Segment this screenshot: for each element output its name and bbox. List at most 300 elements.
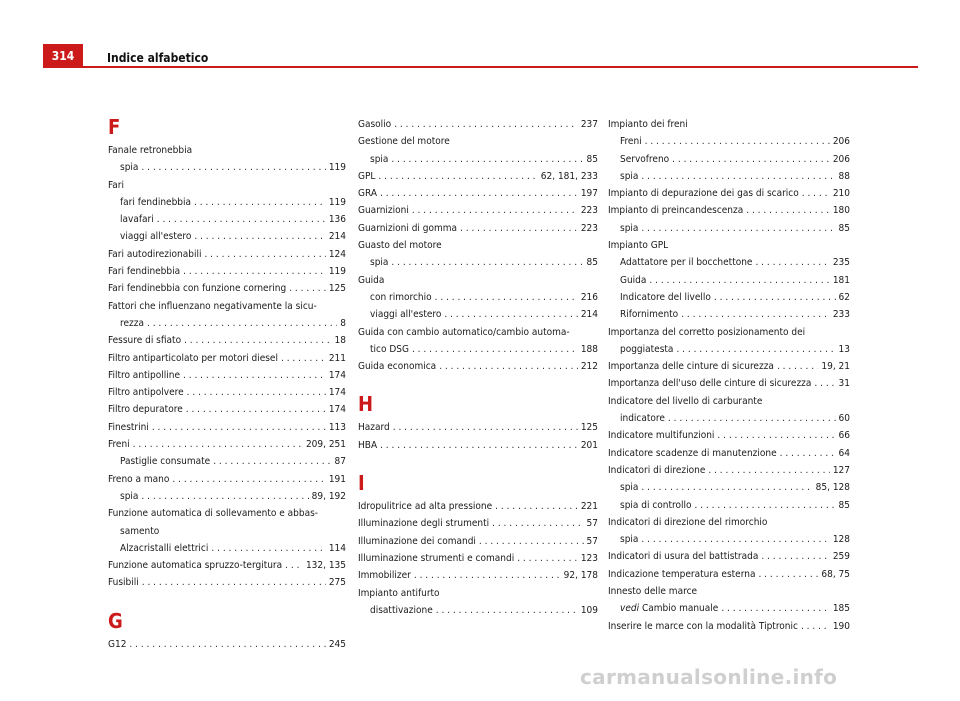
index-subentry xyxy=(108,453,346,470)
entry-term xyxy=(620,600,718,617)
index-entry-row xyxy=(608,548,850,565)
leader-dots xyxy=(439,358,578,375)
leader-dots xyxy=(129,636,325,653)
index-entry-row xyxy=(108,367,346,384)
leader-dots xyxy=(436,602,578,619)
entry-pages: 214 xyxy=(580,309,598,321)
entry-term: Indicatore del livello di carburante xyxy=(608,395,763,407)
index-entry-row xyxy=(108,142,346,159)
entry-pages: 180 xyxy=(832,205,850,217)
entry-term: Guida xyxy=(620,274,647,286)
index-subentry xyxy=(608,306,850,323)
leader-dots xyxy=(777,358,818,375)
entry-term: Idropulitrice ad alta pressione xyxy=(358,501,493,513)
entry-pages: 85 xyxy=(586,257,598,269)
entry-pages: 125 xyxy=(328,283,346,295)
entry-pages: 68, 75 xyxy=(821,568,850,580)
entry-term: Indicatori di direzione xyxy=(608,464,706,476)
leader-dots xyxy=(391,254,583,271)
index-subentry xyxy=(608,531,850,548)
index-entry xyxy=(608,445,850,462)
entry-pages: 60 xyxy=(838,413,850,425)
entry-term: Illuminazione strumenti e comandi xyxy=(358,552,515,564)
entry-term: Freni xyxy=(620,136,642,148)
entry-pages: 128 xyxy=(832,534,850,546)
entry-term: Impianto GPL xyxy=(608,240,669,252)
entry-pages: 174 xyxy=(328,387,346,399)
entry-pages: 211 xyxy=(328,352,346,364)
leader-dots xyxy=(172,471,325,488)
index-entry-row xyxy=(358,202,598,219)
entry-term: Fari fendinebbia con funzione cornering xyxy=(108,283,287,295)
entry-term: Fari fendinebbia xyxy=(108,266,181,278)
index-entry-row xyxy=(358,550,598,567)
leader-dots xyxy=(721,600,830,617)
leader-dots xyxy=(641,168,835,185)
index-column-1 xyxy=(108,116,346,653)
leader-dots xyxy=(412,202,578,219)
index-subentry xyxy=(608,600,850,617)
leader-dots xyxy=(676,341,835,358)
entry-term: Freno a mano xyxy=(108,473,170,485)
entry-term: spia xyxy=(620,222,639,234)
index-entry-row xyxy=(108,401,346,418)
index-entry xyxy=(108,280,346,297)
index-entry xyxy=(358,324,598,359)
leader-dots xyxy=(133,436,303,453)
entry-term: Impianto di depurazione dei gas di scarico xyxy=(608,188,799,200)
leader-dots xyxy=(285,557,303,574)
leader-dots xyxy=(517,550,578,567)
index-subentry xyxy=(608,479,850,496)
index-entry xyxy=(108,177,346,246)
index-entry xyxy=(608,462,850,514)
entry-pages: 136 xyxy=(328,214,346,226)
entry-pages: 235 xyxy=(832,257,850,269)
index-entry-row xyxy=(108,263,346,280)
index-entry xyxy=(108,636,346,653)
leader-dots xyxy=(414,567,561,584)
entry-pages: 185 xyxy=(832,603,850,615)
index-entry xyxy=(608,583,850,618)
index-entry-row xyxy=(608,583,850,600)
index-entry-row xyxy=(358,237,598,254)
index-entry xyxy=(358,550,598,567)
index-entry xyxy=(358,567,598,584)
index-entry xyxy=(358,202,598,219)
index-entry-row xyxy=(608,618,850,635)
entry-pages: 85, 128 xyxy=(815,482,850,494)
index-entry xyxy=(608,618,850,635)
leader-dots xyxy=(194,194,326,211)
entry-term: Indicatore del livello xyxy=(620,291,711,303)
index-entry xyxy=(108,505,346,557)
leader-dots xyxy=(460,220,578,237)
entry-pages: 57 xyxy=(586,535,598,547)
page-title: Indice alfabetico xyxy=(107,51,209,65)
entry-term: Indicatori di direzione del rimorchio xyxy=(608,516,768,528)
index-subentry xyxy=(358,289,598,306)
index-entry-row xyxy=(358,272,598,289)
entry-term: spia xyxy=(370,257,389,269)
index-entry xyxy=(608,375,850,392)
index-entry xyxy=(358,185,598,202)
section-letter: F xyxy=(108,115,121,139)
entry-term: HBA xyxy=(358,439,378,451)
entry-pages: 209, 251 xyxy=(305,439,346,451)
index-entry xyxy=(608,116,850,185)
index-entry-row xyxy=(108,574,346,591)
entry-term: viaggi all'estero xyxy=(120,231,192,243)
entry-term: Fari autodirezionabili xyxy=(108,248,202,260)
leader-dots xyxy=(289,280,326,297)
entry-term: Impianto antifurto xyxy=(358,587,440,599)
section-letter: I xyxy=(358,471,365,496)
leader-dots xyxy=(717,427,835,444)
index-subentry xyxy=(358,306,598,323)
leader-dots xyxy=(714,289,836,306)
entry-pages: 206 xyxy=(832,136,850,148)
entry-pages: 132, 135 xyxy=(305,560,346,572)
leader-dots xyxy=(141,159,325,176)
entry-pages: 57 xyxy=(586,518,598,530)
entry-pages: 174 xyxy=(328,404,346,416)
leader-dots xyxy=(802,185,830,202)
entry-term: Indicatore multifunzioni xyxy=(608,430,715,442)
index-entry-row xyxy=(358,533,598,550)
index-entry-row xyxy=(108,384,346,401)
index-entry-row xyxy=(108,246,346,263)
index-subentry xyxy=(608,289,850,306)
index-entry xyxy=(108,419,346,436)
entry-term: Guida economica xyxy=(358,361,437,373)
entry-term: con rimorchio xyxy=(370,291,432,303)
index-entry xyxy=(108,557,346,574)
entry-term: Inserire le marce con la modalità Tiptronic xyxy=(608,620,798,632)
leader-dots xyxy=(183,263,326,280)
index-entry xyxy=(608,202,850,237)
index-entry xyxy=(108,436,346,471)
leader-dots xyxy=(492,515,583,532)
entry-term: Alzacristalli elettrici xyxy=(120,542,209,554)
entry-term: Gestione del motore xyxy=(358,136,450,148)
index-entry-row xyxy=(358,168,598,185)
entry-pages: 62, 181, 233 xyxy=(540,170,598,182)
index-entry-row xyxy=(608,393,850,410)
leader-dots xyxy=(641,531,829,548)
index-entry-row xyxy=(608,427,850,444)
index-entry xyxy=(108,574,346,591)
entry-pages: 223 xyxy=(580,205,598,217)
index-column-3 xyxy=(608,116,850,635)
index-entry-row xyxy=(358,185,598,202)
index-subentry xyxy=(108,211,346,228)
index-entry-row xyxy=(108,315,346,332)
leader-dots xyxy=(393,419,578,436)
leader-dots xyxy=(755,254,829,271)
entry-term: Illuminazione degli strumenti xyxy=(358,518,490,530)
index-column-2 xyxy=(358,116,598,619)
index-entry-row xyxy=(358,133,598,150)
index-subentry xyxy=(358,602,598,619)
entry-term: disattivazione xyxy=(370,604,433,616)
leader-dots xyxy=(378,168,537,185)
entry-pages: 125 xyxy=(580,422,598,434)
entry-pages: 174 xyxy=(328,369,346,381)
index-entry-row xyxy=(358,116,598,133)
index-subentry xyxy=(608,497,850,514)
index-entry xyxy=(608,393,850,428)
entry-term: Illuminazione dei comandi xyxy=(358,535,476,547)
entry-term: Indicatore scadenze di manutenzione xyxy=(608,447,777,459)
index-entry-row xyxy=(358,585,598,602)
section-letter: G xyxy=(108,608,123,633)
index-entry-row xyxy=(108,280,346,297)
entry-pages: 127 xyxy=(832,464,850,476)
entry-pages: 119 xyxy=(328,196,346,208)
entry-pages: 85 xyxy=(838,499,850,511)
entry-term: lavafari xyxy=(120,214,154,226)
entry-term: GPL xyxy=(358,170,376,182)
entry-term: Adattatore per il bocchettone xyxy=(620,257,753,269)
entry-term: Rifornimento xyxy=(620,309,679,321)
index-entry xyxy=(358,585,598,620)
entry-pages: 87 xyxy=(334,456,346,468)
index-entry-row xyxy=(108,436,346,453)
index-entry xyxy=(108,471,346,506)
entry-term: Fari xyxy=(108,179,124,191)
entry-pages: 259 xyxy=(832,551,850,563)
index-entry-row xyxy=(358,341,598,358)
entry-term: Importanza dell'uso delle cinture di sicurezza xyxy=(608,378,812,390)
entry-pages: 188 xyxy=(580,343,598,355)
index-entry xyxy=(108,246,346,263)
leader-dots xyxy=(681,306,830,323)
leader-dots xyxy=(761,548,829,565)
leader-dots xyxy=(204,246,325,263)
entry-term: fari fendinebbia xyxy=(120,196,192,208)
leader-dots xyxy=(814,375,835,392)
index-entry xyxy=(358,272,598,324)
entry-pages: 114 xyxy=(328,542,346,554)
index-entry-row xyxy=(608,185,850,202)
leader-dots xyxy=(211,540,325,557)
entry-term: Innesto delle marce xyxy=(608,586,698,598)
entry-term: rezza xyxy=(120,317,144,329)
index-subentry xyxy=(108,488,346,505)
entry-pages: 245 xyxy=(328,638,346,650)
leader-dots xyxy=(695,497,836,514)
index-entry-row xyxy=(608,358,850,375)
page-number: 314 xyxy=(43,44,83,67)
index-entry-row xyxy=(608,566,850,583)
entry-term: Guida con cambio automatico/cambio automa- xyxy=(358,326,570,338)
entry-term: spia xyxy=(620,170,639,182)
entry-pages: 89, 192 xyxy=(311,490,346,502)
index-entry xyxy=(108,263,346,280)
leader-dots xyxy=(147,315,337,332)
entry-term: Importanza delle cinture di sicurezza xyxy=(608,361,774,373)
index-subentry xyxy=(108,159,346,176)
entry-term: spia di controllo xyxy=(620,499,692,511)
leader-dots xyxy=(194,228,325,245)
index-entry xyxy=(108,384,346,401)
entry-pages: 19, 21 xyxy=(821,361,850,373)
entry-pages: 85 xyxy=(586,153,598,165)
entry-term: viaggi all'estero xyxy=(370,309,442,321)
index-subentry xyxy=(608,254,850,271)
index-entry xyxy=(358,237,598,272)
entry-term: Fessure di sfiato xyxy=(108,335,182,347)
index-subentry xyxy=(608,272,850,289)
index-subentry xyxy=(608,410,850,427)
header-rule xyxy=(43,66,918,68)
leader-dots xyxy=(187,384,326,401)
index-entry xyxy=(608,548,850,565)
entry-term: indicatore xyxy=(620,413,665,425)
index-entry-row xyxy=(608,237,850,254)
index-entry xyxy=(608,237,850,323)
index-entry xyxy=(358,498,598,515)
entry-term: Freni xyxy=(108,439,130,451)
entry-term: Guida xyxy=(358,274,385,286)
entry-term: Impianto di preincandescenza xyxy=(608,205,744,217)
index-entry xyxy=(358,116,598,133)
entry-pages: 233 xyxy=(832,309,850,321)
entry-pages: 237 xyxy=(580,119,598,130)
index-entry xyxy=(358,515,598,532)
entry-pages: 119 xyxy=(328,266,346,278)
entry-pages: 124 xyxy=(328,248,346,260)
index-entry xyxy=(608,185,850,202)
leader-dots xyxy=(281,350,326,367)
entry-term: Indicazione temperatura esterna xyxy=(608,568,756,580)
leader-dots xyxy=(746,202,830,219)
entry-term: spia xyxy=(620,534,639,546)
entry-pages: 66 xyxy=(838,430,850,442)
entry-pages: 113 xyxy=(328,421,346,433)
index-subentry xyxy=(608,133,850,150)
entry-term: Funzione automatica spruzzo-tergitura xyxy=(108,560,283,572)
entry-term: Guasto del motore xyxy=(358,240,442,252)
index-subentry xyxy=(108,194,346,211)
leader-dots xyxy=(184,332,331,349)
entry-pages: 221 xyxy=(580,501,598,513)
entry-pages: 85 xyxy=(838,222,850,234)
index-entry xyxy=(608,324,850,359)
leader-dots xyxy=(152,419,326,436)
page-header xyxy=(0,0,960,70)
entry-pages: 62 xyxy=(838,291,850,303)
entry-pages: 8 xyxy=(340,317,346,329)
entry-term: Filtro antipolvere xyxy=(108,387,184,399)
entry-pages: 190 xyxy=(832,620,850,632)
leader-dots xyxy=(157,211,326,228)
index-entry-row xyxy=(358,498,598,515)
leader-dots xyxy=(394,116,578,133)
watermark: carmanualsonline.info xyxy=(580,665,838,689)
entry-pages: 216 xyxy=(580,291,598,303)
index-entry xyxy=(108,401,346,418)
index-entry xyxy=(608,566,850,583)
leader-dots xyxy=(479,533,584,550)
entry-term: GRA xyxy=(358,188,377,200)
leader-dots xyxy=(391,151,583,168)
leader-dots xyxy=(183,367,326,384)
entry-pages: 13 xyxy=(838,343,850,355)
index-entry xyxy=(108,332,346,349)
index-entry-row xyxy=(108,471,346,488)
leader-dots xyxy=(708,462,829,479)
leader-dots xyxy=(142,574,326,591)
index-entry xyxy=(608,358,850,375)
entry-pages: 275 xyxy=(328,577,346,589)
entry-term: Pastiglie consumate xyxy=(120,456,211,468)
index-entry-row xyxy=(608,445,850,462)
index-entry xyxy=(108,367,346,384)
entry-pages: 31 xyxy=(838,378,850,390)
leader-dots xyxy=(495,498,578,515)
leader-dots xyxy=(668,410,836,427)
index-subentry xyxy=(608,168,850,185)
entry-term: spia xyxy=(120,162,139,174)
index-entry-row xyxy=(608,202,850,219)
entry-pages: 214 xyxy=(328,231,346,243)
entry-term: spia xyxy=(620,482,639,494)
entry-pages: 92, 178 xyxy=(563,570,598,582)
entry-pages: 201 xyxy=(580,439,598,451)
index-entry-row xyxy=(608,514,850,531)
entry-term: Filtro antipolline xyxy=(108,369,181,381)
entry-pages: 191 xyxy=(328,473,346,485)
entry-term: tico DSG xyxy=(370,343,409,355)
entry-term: Filtro depuratore xyxy=(108,404,183,416)
entry-pages: 119 xyxy=(328,162,346,174)
index-subentry xyxy=(608,151,850,168)
entry-term: poggiatesta xyxy=(620,343,674,355)
leader-dots xyxy=(380,437,578,454)
index-subentry xyxy=(358,151,598,168)
leader-dots xyxy=(186,401,326,418)
entry-term-text: Cambio manuale xyxy=(641,603,719,615)
entry-term: Indicatori di usura del battistrada xyxy=(608,551,759,563)
leader-dots xyxy=(412,341,578,358)
index-entry xyxy=(608,427,850,444)
entry-term: Fusibili xyxy=(108,577,139,589)
entry-term: Impianto dei freni xyxy=(608,119,688,130)
entry-term: Finestrini xyxy=(108,421,149,433)
leader-dots xyxy=(780,445,836,462)
entry-pages: 18 xyxy=(334,335,346,347)
index-entry xyxy=(358,358,598,375)
index-entry-row xyxy=(108,332,346,349)
entry-term-continued: samento xyxy=(120,525,160,537)
index-subentry xyxy=(608,220,850,237)
index-subentry xyxy=(358,254,598,271)
index-entry-row xyxy=(608,116,850,133)
index-entry xyxy=(358,437,598,454)
entry-pages: 88 xyxy=(838,170,850,182)
index-entry-row xyxy=(358,515,598,532)
index-entry-row xyxy=(108,177,346,194)
index-entry-row xyxy=(108,419,346,436)
entry-pages: 197 xyxy=(580,188,598,200)
index-entry xyxy=(608,514,850,549)
index-entry xyxy=(108,350,346,367)
entry-term: Hazard xyxy=(358,422,390,434)
index-entry-row xyxy=(608,341,850,358)
entry-term: Guarnizioni xyxy=(358,205,409,217)
